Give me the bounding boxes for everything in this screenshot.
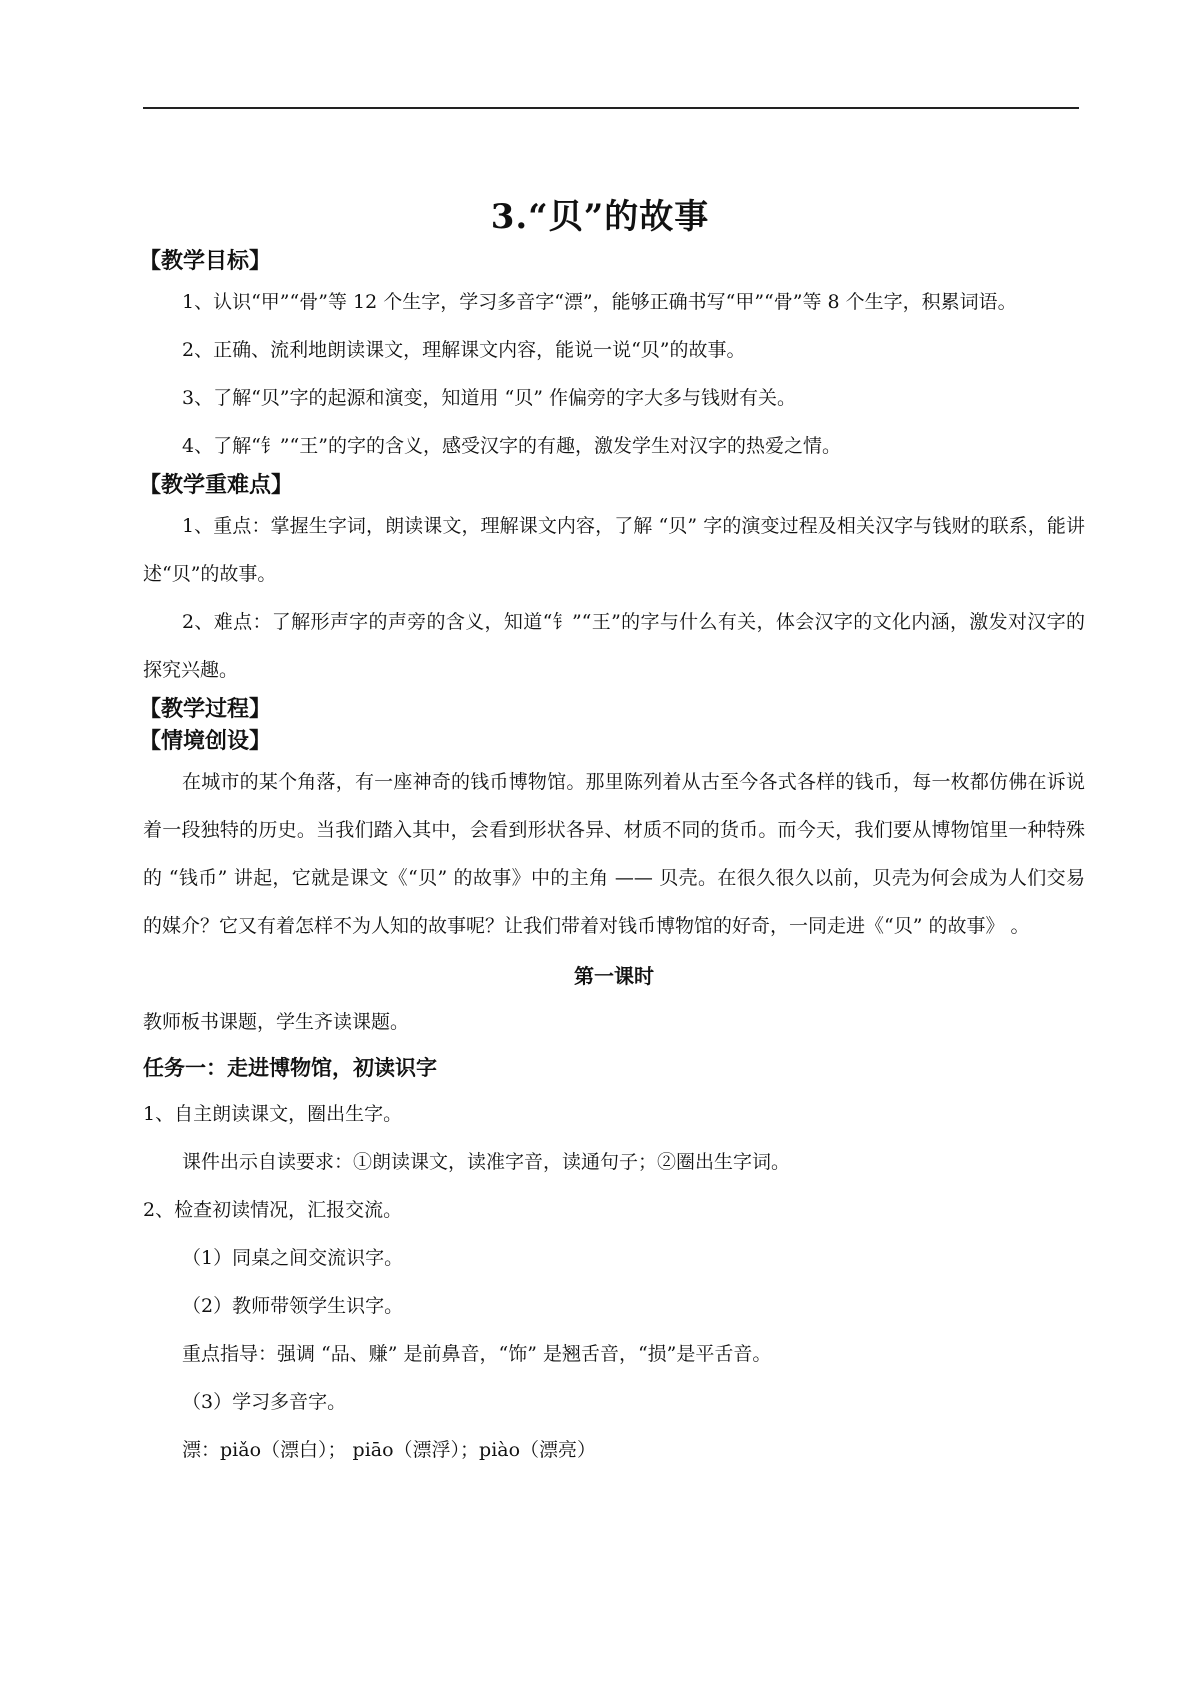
polyphone-line: 漂：piǎo（漂白）； piāo（漂浮）；piào（漂亮）: [182, 1439, 597, 1461]
scenario-paragraph: 在城市的某个角落，有一座神奇的钱币博物馆。那里陈列着从古至今各式各样的钱币，每一枚都仿佛在诉说着一段独特的历史。当我们踏入其中，会看到形状各异、材质不同的货币。而今天，我们要从博物馆里一种特殊的 “钱币” 讲起，它就是课文《“贝” 的故事》中的主角 —— 贝壳。在很久很久以前，贝壳为何会成为人们交易的媒介？它又有着怎样不为人知的故事呢？让我们带着对钱币博物馆的好奇，一同走进《“贝” 的故事》 。: [143, 771, 1085, 937]
lesson-intro: 教师板书课题，学生齐读课题。: [143, 1011, 410, 1033]
step-item: 2、检查初读情况，汇报交流。: [143, 1199, 403, 1221]
goal-item: 2、正确、流利地朗读课文，理解课文内容，能说一说“贝”的故事。: [182, 339, 746, 361]
step-detail: 课件出示自读要求：①朗读课文，读准字音，读通句子；②圈出生字词。: [182, 1151, 791, 1173]
section-heading-process: 【教学过程】: [139, 697, 272, 722]
section-heading-scenario: 【情境创设】: [139, 729, 272, 754]
key-point-item: 2、难点：了解形声字的声旁的含义，知道“钅”“王”的字与什么有关，体会汉字的文化内涵，激发对汉字的探究兴趣。: [143, 611, 1085, 681]
key-point-item: 1、重点：掌握生字词，朗读课文，理解课文内容，了解 “贝” 字的演变过程及相关汉字与钱财的联系，能讲述“贝”的故事。: [143, 515, 1085, 585]
section-heading-key-points: 【教学重难点】: [139, 473, 294, 498]
lesson-title: 第一课时: [574, 964, 654, 988]
page-title: 3.“贝”的故事: [490, 197, 710, 237]
sub-step-item: （3）学习多音字。: [182, 1391, 347, 1413]
sub-step-item: （2）教师带领学生识字。: [182, 1295, 404, 1317]
header-rule: [143, 107, 1079, 109]
pronunciation-guide: 重点指导：强调 “品、赚” 是前鼻音，“饰” 是翘舌音，“损”是平舌音。: [182, 1343, 772, 1365]
task-heading: 任务一：走进博物馆，初读识字: [143, 1056, 437, 1080]
goal-item: 4、了解“钅”“王”的字的含义，感受汉字的有趣，激发学生对汉字的热爱之情。: [182, 435, 841, 457]
goal-item: 1、认识“甲”“骨”等 12 个生字，学习多音字“漂”，能够正确书写“甲”“骨”等 8 个生字，积累词语。: [182, 291, 1017, 313]
section-heading-goals: 【教学目标】: [139, 249, 272, 274]
step-item: 1、自主朗读课文，圈出生字。: [143, 1103, 403, 1125]
document-body: [139, 246, 1085, 1474]
goal-item: 3、了解“贝”字的起源和演变，知道用 “贝” 作偏旁的字大多与钱财有关。: [182, 387, 797, 409]
sub-step-item: （1）同桌之间交流识字。: [182, 1247, 404, 1269]
